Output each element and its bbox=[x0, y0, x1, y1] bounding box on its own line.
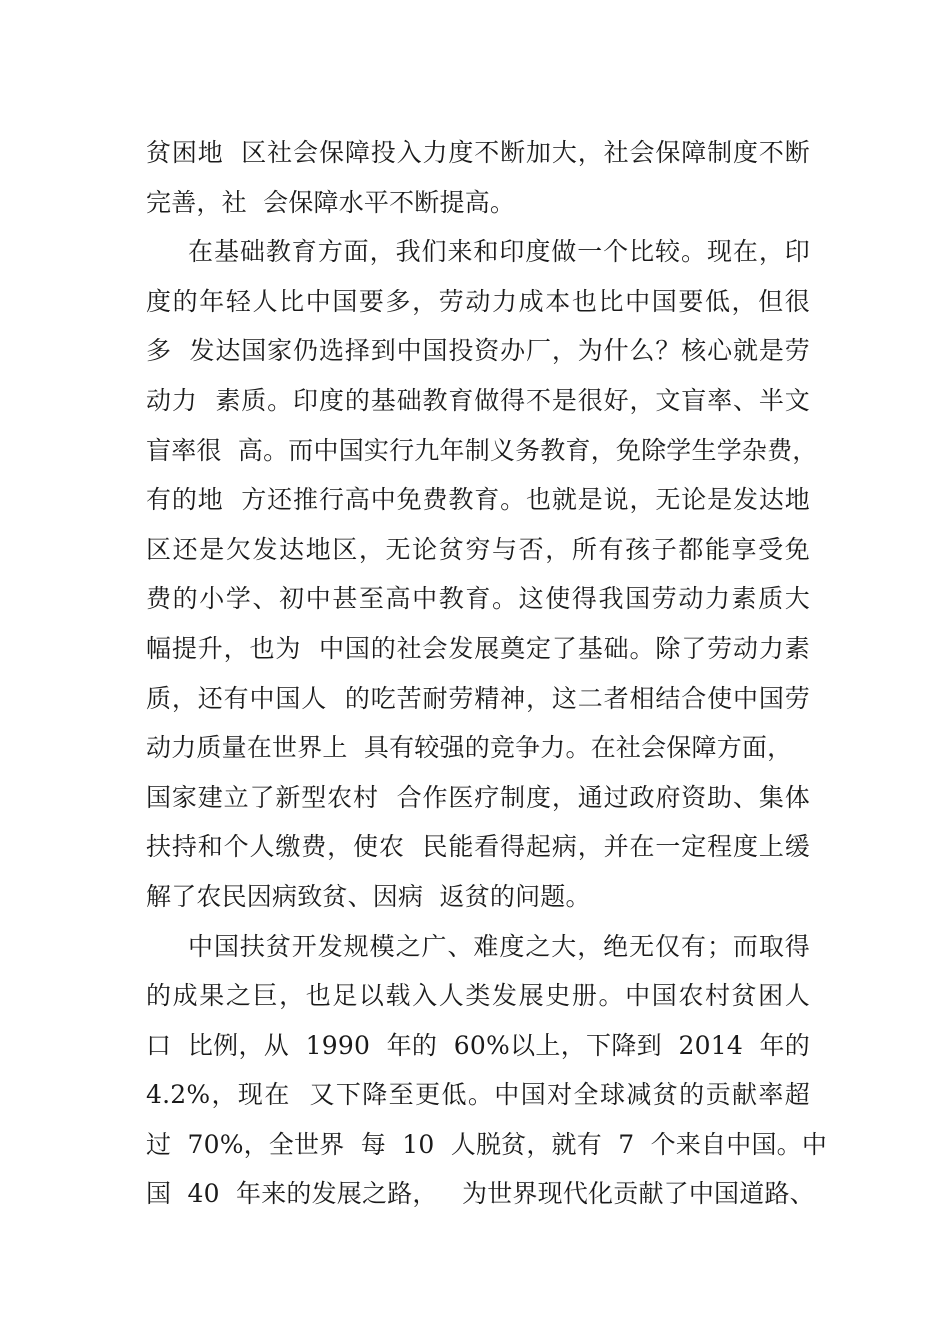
text-line: 的成果之巨，也足以载入人类发展史册。中国农村贫困人 bbox=[146, 981, 810, 1011]
text-line: 国家建立了新型农村 合作医疗制度，通过政府资助、集体 bbox=[146, 782, 810, 812]
text-line: 费的小学、初中甚至高中教育。这使得我国劳动力素质大 bbox=[146, 584, 810, 614]
text-line: 质，还有中国人 的吃苦耐劳精神，这二者相结合使中国劳 bbox=[146, 683, 810, 713]
text-line: 有的地 方还推行高中免费教育。也就是说，无论是发达地 bbox=[146, 485, 810, 515]
text-line: 幅提升，也为 中国的社会发展奠定了基础。除了劳动力素 bbox=[146, 633, 810, 663]
text-line: 口 比例，从 1990 年的 60%以上，下降到 2014 年的 bbox=[146, 1030, 810, 1060]
text-line: 贫困地 区社会保障投入力度不断加大，社会保障制度不断 bbox=[146, 138, 810, 167]
text-line: 完善，社 会保障水平不断提高。 bbox=[146, 187, 516, 217]
body-text bbox=[146, 128, 828, 1219]
text-line: 在基础教育方面，我们来和印度做一个比较。现在，印 bbox=[188, 237, 810, 267]
text-line: 扶持和个人缴费，使农 民能看得起病，并在一定程度上缓 bbox=[146, 832, 810, 862]
text-line: 动力 素质。印度的基础教育做得不是很好，文盲率、半文 bbox=[146, 385, 810, 415]
text-line: 多 发达国家仍选择到中国投资办厂，为什么？核心就是劳 bbox=[146, 336, 810, 366]
text-line: 解了农民因病致贫、因病 返贫的问题。 bbox=[146, 881, 591, 911]
text-line: 度的年轻人比中国要多，劳动力成本也比中国要低，但很 bbox=[146, 286, 810, 316]
text-line: 4.2%，现在 又下降至更低。中国对全球减贫的贡献率超 bbox=[146, 1080, 810, 1110]
text-line: 盲率很 高。而中国实行九年制义务教育，免除学生学杂费， bbox=[146, 435, 818, 465]
text-line: 动力质量在世界上 具有较强的竞争力。在社会保障方面， bbox=[146, 733, 793, 763]
text-line: 中国扶贫开发规模之广、难度之大，绝无仅有；而取得 bbox=[188, 931, 810, 961]
text-line: 区还是欠发达地区，无论贫穷与否，所有孩子都能享受免 bbox=[146, 534, 810, 564]
text-line: 国 40 年来的发展之路， 为世界现代化贡献了中国道路、 bbox=[146, 1179, 815, 1209]
text-line: 过 70%，全世界 每 10 人脱贫，就有 7 个来自中国。中 bbox=[146, 1129, 828, 1159]
